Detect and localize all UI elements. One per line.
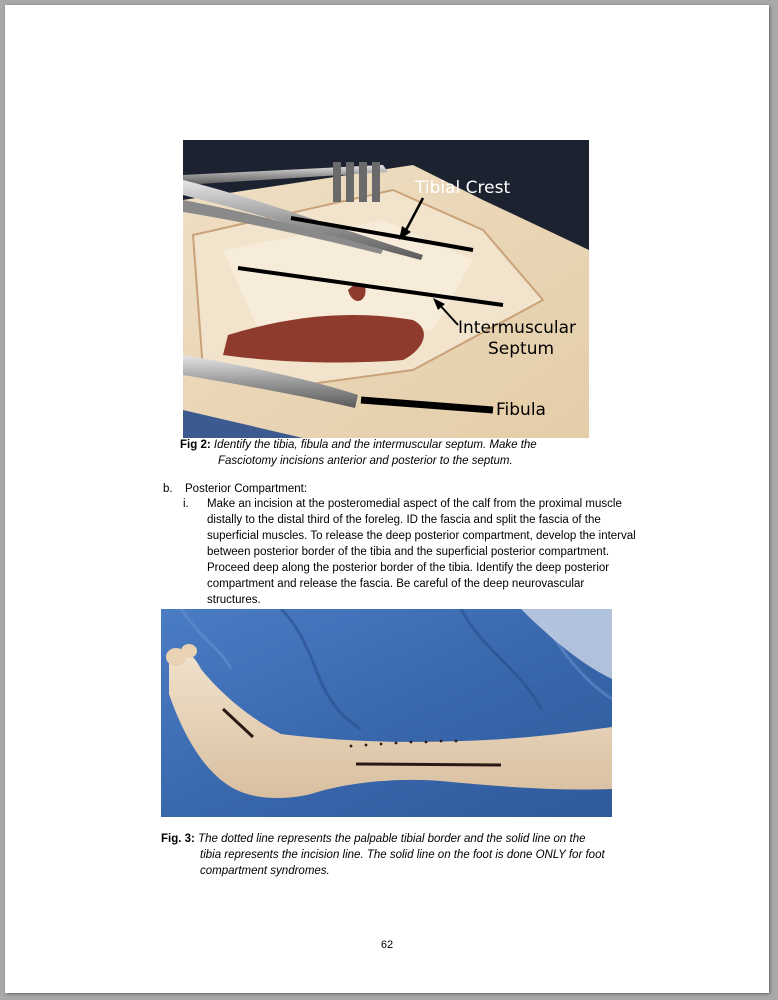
figure-3-caption (161, 831, 631, 879)
figure-2-caption-line1: Identify the tibia, fibula and the intermuscular septum. Make the (213, 439, 537, 451)
section-letter: b. (163, 483, 173, 495)
figure-2-surgical-photo (183, 140, 589, 438)
section-heading (163, 481, 307, 497)
tibia-incision-line (356, 764, 501, 765)
item-line: between posterior border of the tibia and the superficial posterior compartment. (207, 546, 610, 558)
item-body (207, 496, 685, 608)
label-fibula: Fibula (496, 400, 546, 420)
document-page (5, 5, 769, 993)
figure-3-caption-line2: tibia represents the incision line. The solid line on the foot is done ONLY for foot (200, 849, 605, 861)
item-line: superficial muscles. To release the deep posterior compartment, develop the interval (207, 530, 636, 542)
label-septum: Septum (488, 339, 555, 359)
item-line: distally to the distal third of the foreleg. ID the fascia and split the fascia of the (207, 514, 601, 526)
figure-3-caption-label: Fig. 3: (161, 833, 195, 845)
section-title: Posterior Compartment: (185, 483, 308, 495)
figure-3-caption-line3: compartment syndromes. (200, 865, 330, 877)
figure-2-caption (180, 437, 600, 469)
item-line: compartment and release the fascia. Be careful of the deep neurovascular (207, 578, 585, 590)
label-intermuscular: Intermuscular (458, 318, 577, 338)
figure-2-caption-line2: Fasciotomy incisions anterior and posterior to the septum. (218, 455, 513, 467)
item-line: Make an incision at the posteromedial aspect of the calf from the proximal muscle (207, 498, 622, 510)
figure-3-leg-photo (161, 609, 612, 817)
figure-3-caption-line1: The dotted line represents the palpable tibial border and the solid line on the (198, 833, 586, 845)
item-number: i. (183, 498, 189, 510)
label-tibial-crest: Tibial Crest (415, 178, 511, 198)
figure-2-caption-label: Fig 2: (180, 439, 211, 451)
item-line: Proceed deep along the posterior border of the tibia. Identify the deep posterior (207, 562, 610, 574)
item-line: structures. (207, 594, 261, 606)
page-number: 62 (380, 939, 394, 951)
